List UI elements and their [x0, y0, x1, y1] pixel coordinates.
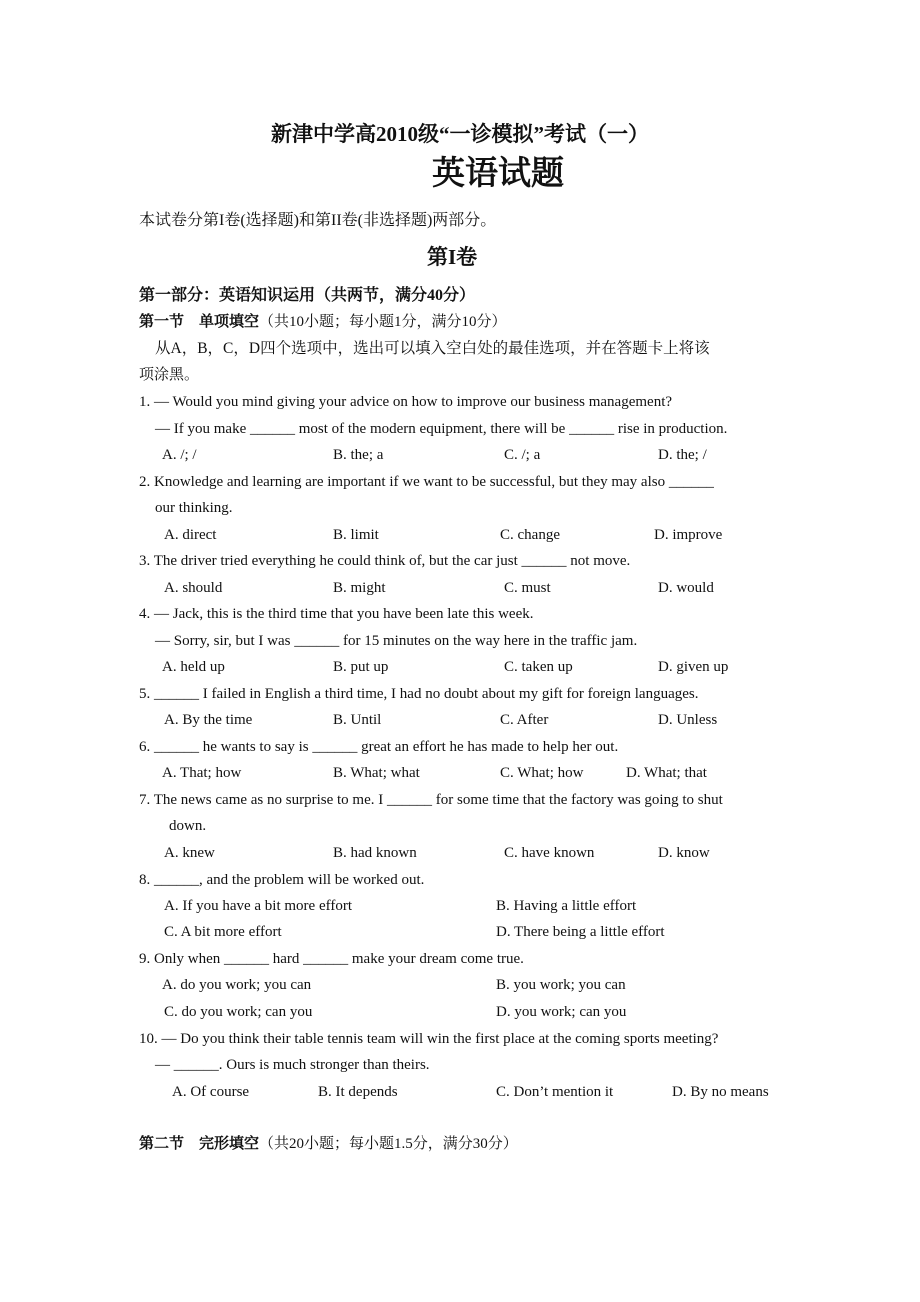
part1-heading: 第一部分：英语知识运用（共两节，满分40分）: [139, 287, 476, 304]
option-a: A. should: [164, 580, 223, 596]
option-b: B. put up: [333, 659, 389, 675]
question-stem: 10. — Do you think their table tennis team will win the first place at the coming sports meeting?: [139, 1031, 719, 1047]
question-stem: 2. Knowledge and learning are important if we want to be successful, but they may also ______: [139, 474, 714, 490]
question-stem: 8. ______, and the problem will be worked out.: [139, 872, 425, 888]
option-c: C. do you work; can you: [164, 1004, 313, 1020]
option-b: B. the; a: [333, 447, 384, 463]
subject-title: 英语试题: [432, 156, 564, 192]
section2-heading: [139, 1134, 518, 1154]
option-a: A. If you have a bit more effort: [164, 898, 352, 914]
question-stem-continuation: — ______. Ours is much stronger than theirs.: [155, 1057, 430, 1073]
option-d: D. know: [658, 845, 710, 861]
option-a: A. do you work; you can: [162, 977, 312, 993]
option-b: B. might: [333, 580, 386, 596]
option-d: D. you work; can you: [496, 1004, 627, 1020]
option-c: C. have known: [504, 845, 595, 861]
section1-title: 第一节 单项填空: [139, 314, 260, 330]
option-a: A. held up: [162, 659, 225, 675]
option-b: B. you work; you can: [496, 977, 626, 993]
question-stem: 9. Only when ______ hard ______ make your dream come true.: [139, 951, 524, 967]
option-b: B. Until: [333, 712, 382, 728]
option-b: B. It depends: [318, 1084, 398, 1100]
option-c: C. taken up: [504, 659, 573, 675]
section1-note: （共10小题；每小题1分，满分10分）: [259, 314, 507, 330]
section1-heading: [139, 312, 507, 332]
option-d: D. would: [658, 580, 714, 596]
question-stem-continuation: — If you make ______ most of the modern equipment, there will be ______ rise in production.: [155, 421, 728, 437]
question-stem-continuation: down.: [169, 818, 207, 834]
option-a: A. /; /: [162, 447, 197, 463]
option-b: B. Having a little effort: [496, 898, 637, 914]
option-b: B. What; what: [333, 765, 420, 781]
option-c: C. A bit more effort: [164, 924, 282, 940]
option-d: D. given up: [658, 659, 729, 675]
option-b: B. had known: [333, 845, 417, 861]
option-d: D. What; that: [626, 765, 707, 781]
option-d: D. There being a little effort: [496, 924, 665, 940]
intro-text: 本试卷分第I卷(选择题)和第II卷(非选择题)两部分。: [139, 212, 497, 229]
question-stem: 4. — Jack, this is the third time that you have been late this week.: [139, 606, 534, 622]
question-stem: 5. ______ I failed in English a third time, I had no doubt about my gift for foreign languages.: [139, 686, 699, 702]
question-stem-continuation: — Sorry, sir, but I was ______ for 15 minutes on the way here in the traffic jam.: [155, 633, 638, 649]
exam-title: 新津中学高2010级“一诊模拟”考试（一）: [271, 122, 649, 146]
option-a: A. direct: [164, 527, 217, 543]
option-a: A. Of course: [172, 1084, 250, 1100]
option-c: C. What; how: [500, 765, 584, 781]
question-stem: 3. The driver tried everything he could think of, but the car just ______ not move.: [139, 553, 631, 569]
option-a: A. That; how: [162, 765, 242, 781]
option-d: D. the; /: [658, 447, 707, 463]
option-c: C. change: [500, 527, 560, 543]
instruction-line-1: 从A，B，C，D四个选项中，选出可以填入空白处的最佳选项，并在答题卡上将该: [155, 340, 710, 357]
option-c: C. Don’t mention it: [496, 1084, 614, 1100]
section2-note: （共20小题；每小题1.5分，满分30分）: [259, 1136, 518, 1152]
instruction-line-2: 项涂黑。: [139, 367, 200, 383]
option-d: D. Unless: [658, 712, 718, 728]
volume-title: 第I卷: [427, 245, 478, 269]
option-d: D. improve: [654, 527, 723, 543]
option-c: C. /; a: [504, 447, 541, 463]
option-c: C. must: [504, 580, 551, 596]
question-stem-continuation: our thinking.: [155, 500, 233, 516]
section2-title: 第二节 完形填空: [139, 1136, 260, 1152]
option-b: B. limit: [333, 527, 379, 543]
option-a: A. By the time: [164, 712, 253, 728]
option-c: C. After: [500, 712, 549, 728]
option-a: A. knew: [164, 845, 215, 861]
question-stem: 1. — Would you mind giving your advice on how to improve our business management?: [139, 394, 673, 410]
option-d: D. By no means: [672, 1084, 769, 1100]
question-stem: 7. The news came as no surprise to me. I ______ for some time that the factory was going to shut: [139, 792, 723, 808]
question-stem: 6. ______ he wants to say is ______ great an effort he has made to help her out.: [139, 739, 619, 755]
